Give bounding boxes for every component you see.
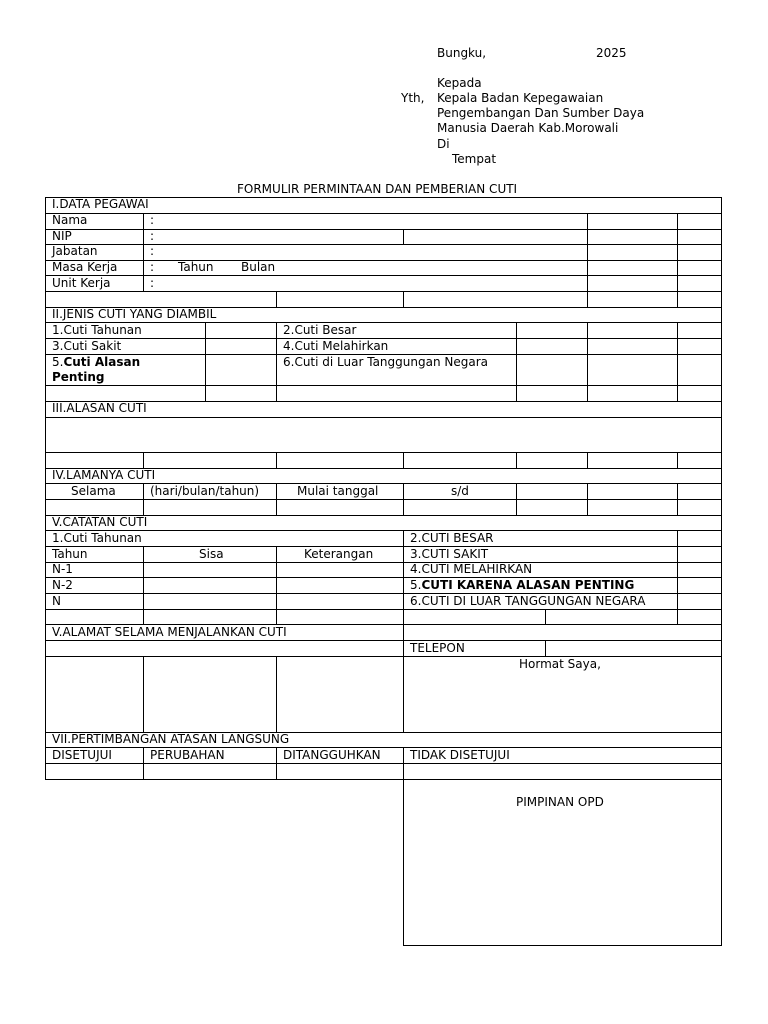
- row-n2: N-2: [52, 578, 73, 592]
- cuti-alasan-penting-option-line2: Penting: [52, 370, 105, 384]
- pimpinan-opd: PIMPINAN OPD: [516, 795, 604, 809]
- catatan-cuti-tahunan: 1.Cuti Tahunan: [52, 531, 142, 545]
- letter-addressee-1: Kepala Badan Kepegawaian: [437, 91, 604, 105]
- section-1-title: I.DATA PEGAWAI: [52, 197, 149, 211]
- letter-year: 2025: [596, 46, 627, 60]
- letter-tempat: Tempat: [452, 152, 497, 166]
- label-selama: Selama: [71, 484, 116, 498]
- letter-di: Di: [437, 137, 450, 151]
- catatan-cuti-luar-tanggungan: 6.CUTI DI LUAR TANGGUNGAN NEGARA: [410, 594, 646, 608]
- row-n1: N-1: [52, 562, 73, 576]
- col-tahun: Tahun: [52, 547, 88, 561]
- section-2-title: II.JENIS CUTI YANG DIAMBIL: [52, 307, 217, 321]
- col-disetujui: DISETUJUI: [52, 748, 112, 762]
- catatan-cuti-sakit: 3.CUTI SAKIT: [410, 547, 489, 561]
- label-nip: NIP: [52, 229, 72, 243]
- label-mulai-tanggal: Mulai tanggal: [297, 484, 379, 498]
- label-tahun: Tahun: [178, 260, 214, 274]
- colon: :: [150, 213, 155, 227]
- letter-kepada: Kepada: [437, 76, 482, 90]
- catatan-cuti-melahirkan: 4.CUTI MELAHIRKAN: [410, 562, 533, 576]
- cuti-alasan-penting-option: [52, 355, 140, 370]
- section-5-title: V.CATATAN CUTI: [52, 515, 148, 529]
- cuti-besar-option: 2.Cuti Besar: [283, 323, 357, 337]
- row-n: N: [52, 594, 61, 608]
- label-sd: s/d: [451, 484, 469, 498]
- row-number: 5.: [410, 578, 422, 592]
- letter-place: Bungku,: [437, 46, 487, 60]
- cuti-sakit-option: 3.Cuti Sakit: [52, 339, 122, 353]
- col-perubahan: PERUBAHAN: [150, 748, 225, 762]
- letter-yth: Yth,: [401, 91, 425, 105]
- hormat-saya: Hormat Saya,: [519, 657, 601, 671]
- col-sisa: Sisa: [199, 547, 224, 561]
- col-tidak-disetujui: TIDAK DISETUJUI: [410, 748, 510, 762]
- section-4-title: IV.LAMANYA CUTI: [52, 468, 156, 482]
- catatan-cuti-besar: 2.CUTI BESAR: [410, 531, 494, 545]
- label-nama: Nama: [52, 213, 88, 227]
- option-number: 5.: [52, 355, 64, 369]
- label-hari-bulan-tahun: (hari/bulan/tahun): [150, 484, 260, 498]
- row-label: CUTI KARENA ALASAN PENTING: [421, 578, 635, 592]
- label-unit-kerja: Unit Kerja: [52, 276, 111, 290]
- colon: :: [150, 276, 155, 290]
- letter-addressee-3: Manusia Daerah Kab.Morowali: [437, 121, 619, 135]
- col-ditangguhkan: DITANGGUHKAN: [283, 748, 381, 762]
- colon: :: [150, 229, 155, 243]
- col-keterangan: Keterangan: [304, 547, 374, 561]
- section-7-title: VII.PERTIMBANGAN ATASAN LANGSUNG: [52, 732, 290, 746]
- section-6-title: V.ALAMAT SELAMA MENJALANKAN CUTI: [52, 625, 287, 639]
- label-telepon: TELEPON: [410, 641, 465, 655]
- catatan-cuti-alasan-penting: [410, 578, 634, 593]
- label-bulan: Bulan: [241, 260, 276, 274]
- cuti-luar-tanggungan-option: 6.Cuti di Luar Tanggungan Negara: [283, 355, 488, 369]
- colon: :: [150, 244, 155, 258]
- section-3-title: III.ALASAN CUTI: [52, 401, 147, 415]
- label-jabatan: Jabatan: [52, 244, 98, 258]
- form-title: FORMULIR PERMINTAAN DAN PEMBERIAN CUTI: [237, 182, 518, 196]
- cuti-melahirkan-option: 4.Cuti Melahirkan: [283, 339, 389, 353]
- letter-addressee-2: Pengembangan Dan Sumber Daya: [437, 106, 645, 120]
- colon: :: [150, 260, 155, 274]
- cuti-tahunan-option: 1.Cuti Tahunan: [52, 323, 142, 337]
- label-masa-kerja: Masa Kerja: [52, 260, 118, 274]
- option-label: Cuti Alasan: [63, 355, 141, 369]
